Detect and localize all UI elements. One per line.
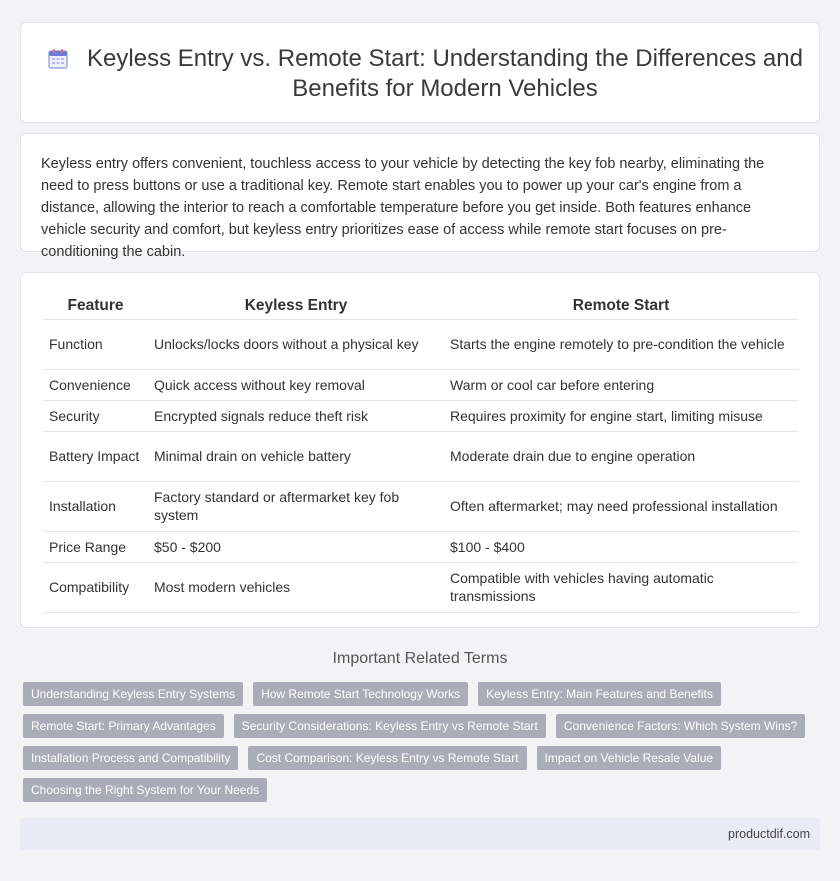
table-cell: $50 - $200 bbox=[148, 531, 444, 562]
related-tag[interactable]: Cost Comparison: Keyless Entry vs Remote Start bbox=[248, 746, 526, 770]
table-cell: Battery Impact bbox=[43, 431, 148, 481]
table-cell: Requires proximity for engine start, limiting misuse bbox=[444, 400, 798, 431]
table-cell: Minimal drain on vehicle battery bbox=[148, 431, 444, 481]
related-tag[interactable]: Choosing the Right System for Your Needs bbox=[23, 778, 267, 802]
table-cell: Encrypted signals reduce theft risk bbox=[148, 400, 444, 431]
table-row bbox=[43, 562, 798, 612]
table-cell: Factory standard or aftermarket key fob system bbox=[148, 481, 444, 531]
related-tag[interactable]: Convenience Factors: Which System Wins? bbox=[556, 714, 805, 738]
table-cell: Most modern vehicles bbox=[148, 562, 444, 612]
table-cell: Often aftermarket; may need professional installation bbox=[444, 481, 798, 531]
table-row bbox=[43, 319, 798, 369]
footer bbox=[20, 818, 820, 850]
page-title: Keyless Entry vs. Remote Start: Understanding the Differences and Benefits for Modern Vehicles bbox=[87, 45, 803, 102]
table-row bbox=[43, 400, 798, 431]
table-cell: Compatible with vehicles having automatic transmissions bbox=[444, 562, 798, 612]
related-tag[interactable]: Impact on Vehicle Resale Value bbox=[537, 746, 722, 770]
calendar-icon bbox=[47, 48, 69, 70]
table-row bbox=[43, 531, 798, 562]
table-cell: Convenience bbox=[43, 369, 148, 400]
table-cell: Moderate drain due to engine operation bbox=[444, 431, 798, 481]
related-terms-tags bbox=[23, 682, 823, 802]
table-row bbox=[43, 369, 798, 400]
table-cell: Price Range bbox=[43, 531, 148, 562]
table-cell: Security bbox=[43, 400, 148, 431]
table-row bbox=[43, 431, 798, 481]
table-cell: $100 - $400 bbox=[444, 531, 798, 562]
related-tag[interactable]: Security Considerations: Keyless Entry vs Remote Start bbox=[234, 714, 546, 738]
table-cell: Installation bbox=[43, 481, 148, 531]
table-header-row bbox=[43, 295, 798, 319]
header-keyless-entry: Keyless Entry bbox=[148, 295, 444, 319]
related-tag[interactable]: Remote Start: Primary Advantages bbox=[23, 714, 224, 738]
comparison-card bbox=[20, 272, 820, 628]
related-tag[interactable]: How Remote Start Technology Works bbox=[253, 682, 468, 706]
table-cell: Starts the engine remotely to pre-condition the vehicle bbox=[444, 319, 798, 369]
table-cell: Compatibility bbox=[43, 562, 148, 612]
table-cell: Function bbox=[43, 319, 148, 369]
comparison-table bbox=[43, 295, 798, 613]
intro-card bbox=[20, 133, 820, 260]
header-remote-start: Remote Start bbox=[444, 295, 798, 319]
header-feature: Feature bbox=[43, 295, 148, 319]
related-tag[interactable]: Keyless Entry: Main Features and Benefits bbox=[478, 682, 721, 706]
table-cell: Unlocks/locks doors without a physical key bbox=[148, 319, 444, 369]
related-terms-heading: Important Related Terms bbox=[332, 650, 508, 667]
related-tag[interactable]: Installation Process and Compatibility bbox=[23, 746, 238, 770]
footer-site-link[interactable]: productdif.com bbox=[728, 827, 810, 841]
table-cell: Warm or cool car before entering bbox=[444, 369, 798, 400]
table-cell: Quick access without key removal bbox=[148, 369, 444, 400]
related-tag[interactable]: Understanding Keyless Entry Systems bbox=[23, 682, 243, 706]
intro-paragraph: Keyless entry offers convenient, touchless access to your vehicle by detecting the key fob nearby, eliminating the need to press buttons or use a traditional key. Remote start enables you to power up your car's engine from a distance, allowing the interior to reach a comfortable temperature before you get inside. Both features enhance vehicle security and comfort, but keyless entry prioritizes ease of access while remote start focuses on pre-conditioning the cabin. bbox=[41, 156, 765, 260]
title-card bbox=[20, 22, 820, 123]
table-row bbox=[43, 481, 798, 531]
